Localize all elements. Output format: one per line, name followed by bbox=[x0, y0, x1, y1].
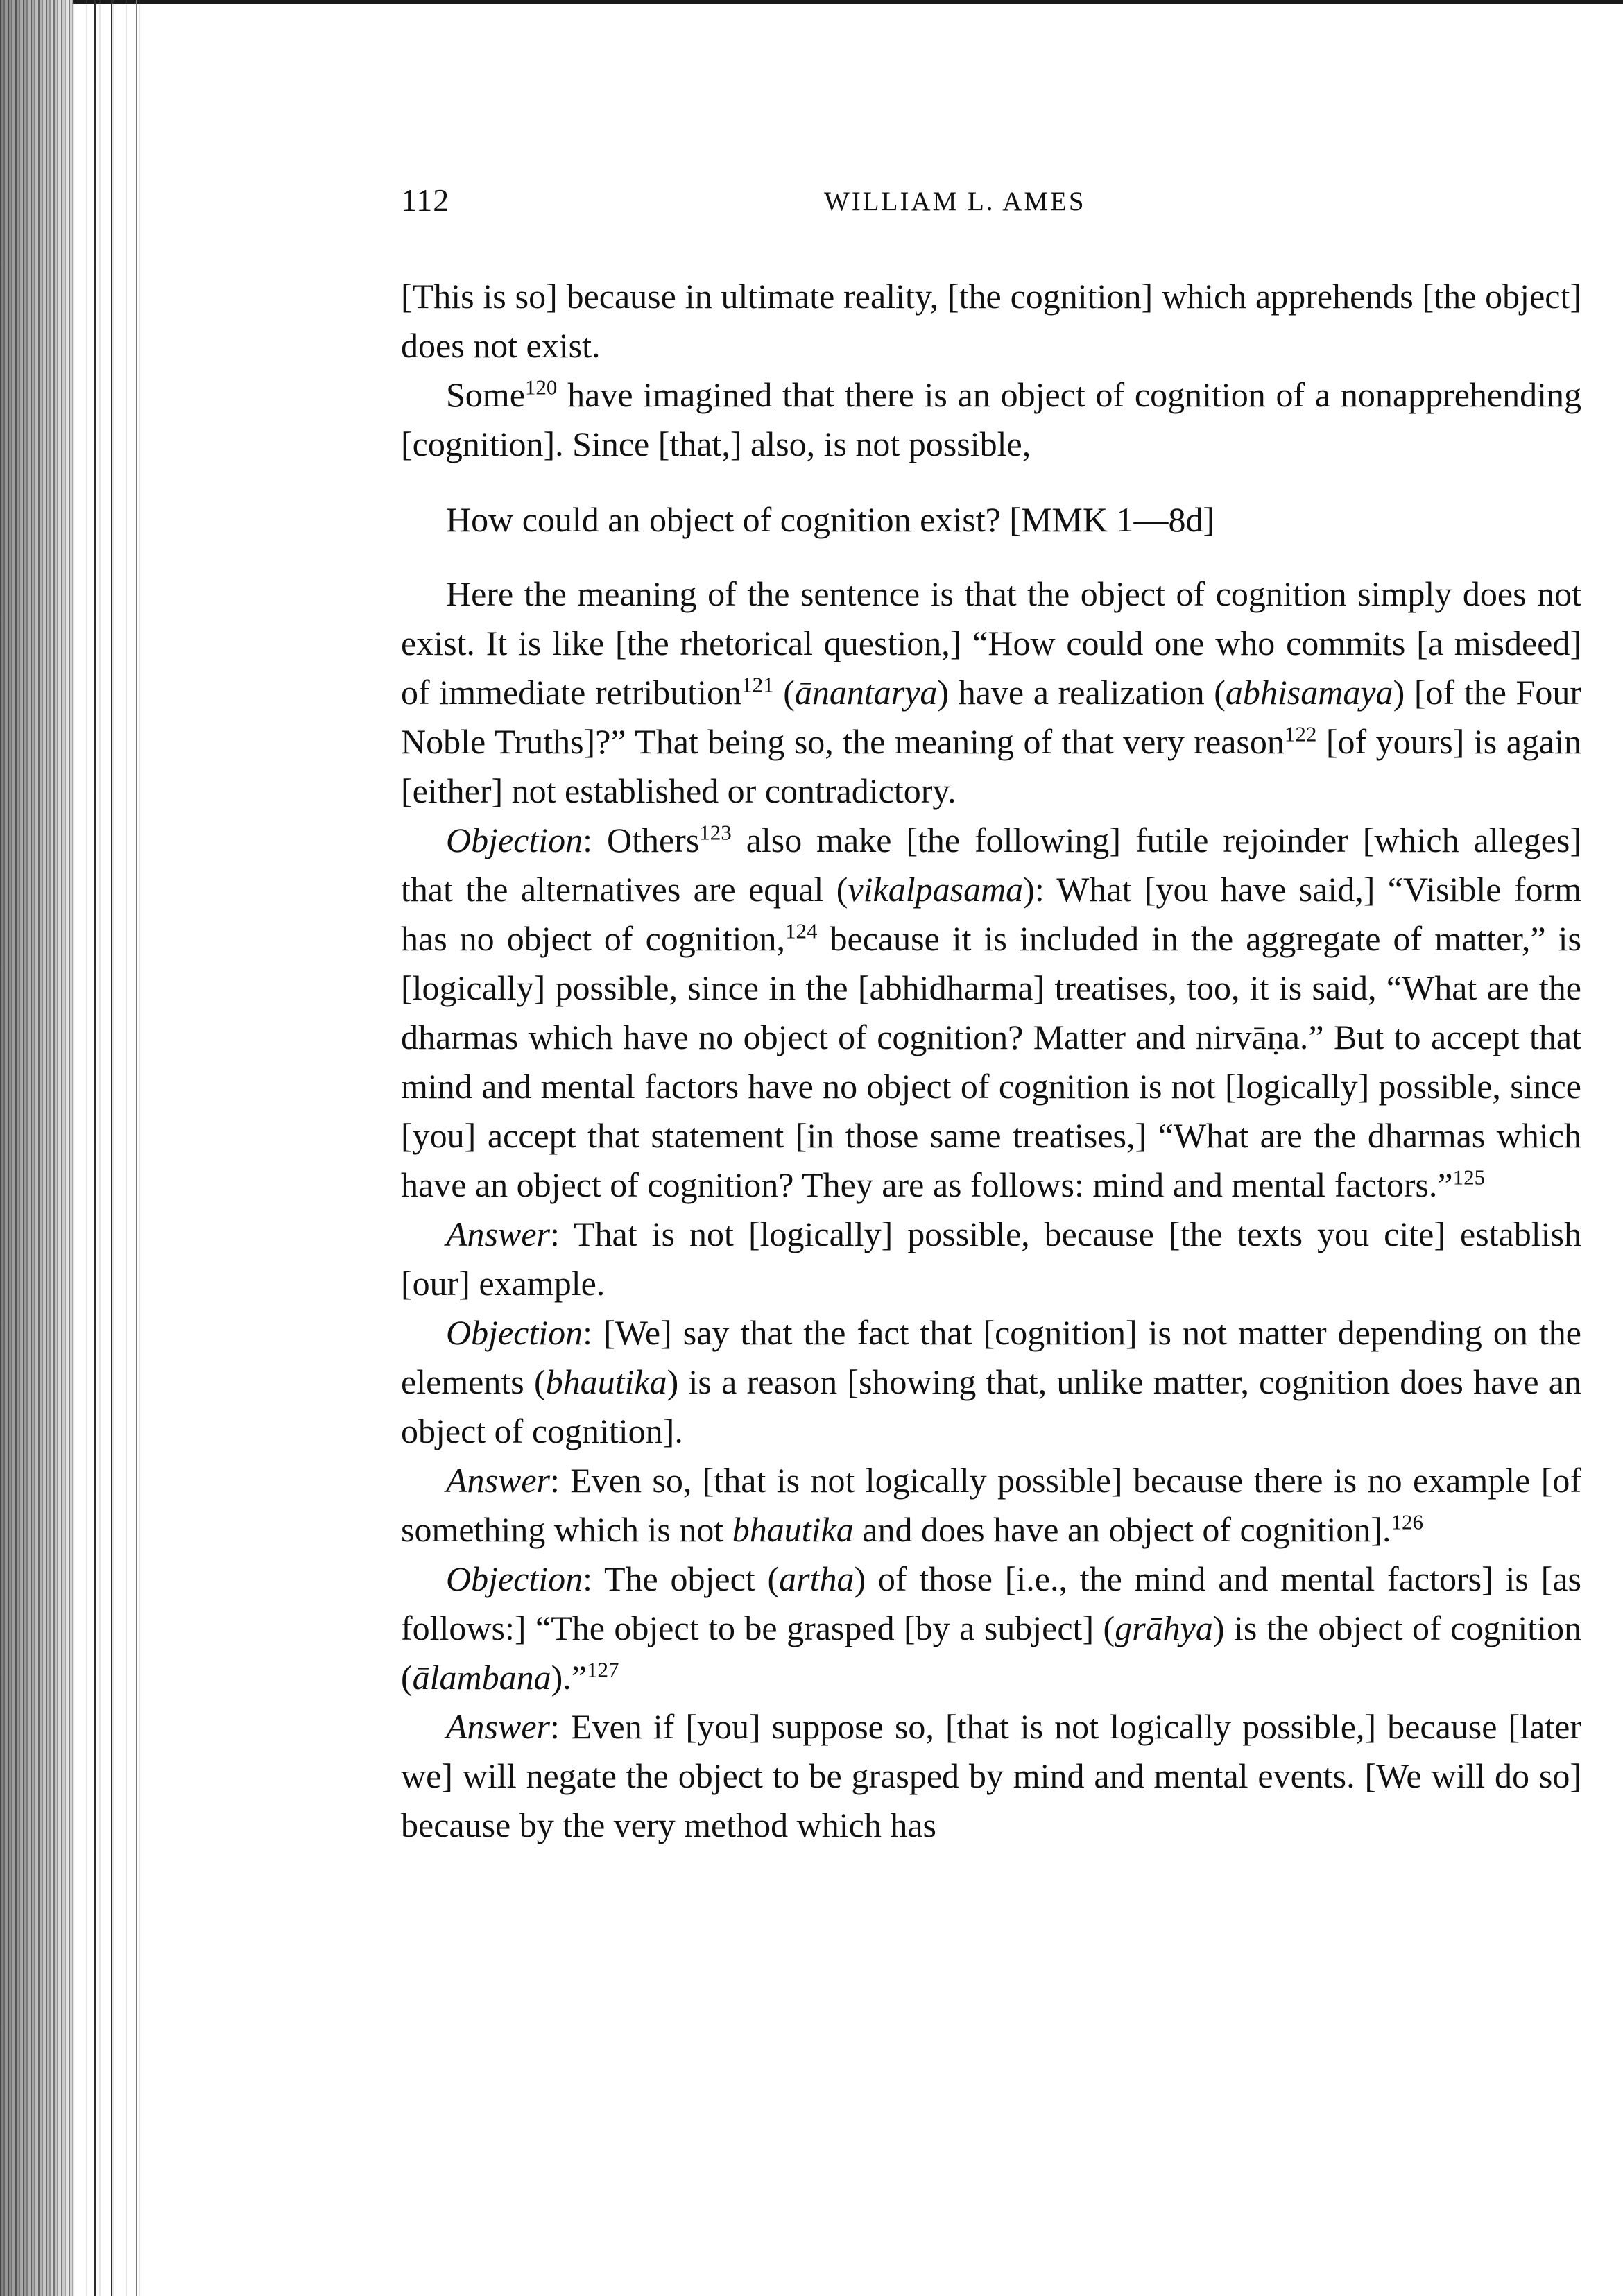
running-head: WILLIAM L. AMES bbox=[824, 187, 1086, 216]
objection-label: Objection bbox=[446, 1313, 583, 1352]
footnote-ref: 121 bbox=[741, 672, 774, 697]
paragraph: Here the meaning of the sentence is that the object of cognition simply does not exist. It is like [the rhetorical question,] “How could one who commits [a misdeed] of immediate retribution$^{121}$ (ānantarya) have a realization (abhisamaya) [of the Four Noble Truths]?” That being so, the meaning of that very reason$^{122}$ [of yours] is again [either] not established or contradictory. bbox=[401, 574, 1582, 810]
binding-line bbox=[94, 0, 96, 2296]
binding-line bbox=[111, 0, 112, 2296]
answer-label: Answer bbox=[446, 1215, 550, 1253]
answer-label: Answer bbox=[446, 1461, 550, 1500]
paragraph: Objection: [We] say that the fact that [cognition] is not matter depending on the elements (bhautika) is a reason [showing that, unlike matter, cognition does have an object of cognition]. bbox=[401, 1313, 1581, 1450]
footnote-ref: 124 bbox=[784, 918, 818, 943]
answer-label: Answer bbox=[446, 1707, 550, 1746]
book-binding-shadow bbox=[0, 0, 73, 2296]
footnote-ref: 122 bbox=[1284, 721, 1317, 746]
paragraph: Objection: Others$^{123}$ also make [the following] futile rejoinder [which alleges] that the alternatives are equal (vikalpasama): What [you have said,] “Visible form has no object of cognition,$^{124}$ because it is included in the aggregate of matter,” is [logically] possible, since in the [abhidharma] treatises, too, it is said, “What are the dharmas which have no object of cognition? Matter and nirvāṇa.” But to accept that mind and mental factors have no object of cognition is not [logically] possible, since [you] accept that statement [in those same treatises,] “What are the dharmas which have an object of cognition? They are as follows: mind and mental factors.”$^{125}$ bbox=[401, 820, 1581, 1204]
footnote-ref: 120 bbox=[524, 375, 558, 400]
scan-top-edge bbox=[0, 0, 1623, 4]
page-header bbox=[401, 182, 1580, 230]
verse-quote: How could an object of cognition exist? [MMK 1—8d] bbox=[446, 500, 1215, 539]
footnote-ref: 126 bbox=[1391, 1509, 1424, 1534]
objection-label: Objection bbox=[446, 1559, 583, 1598]
footnote-ref: 125 bbox=[1452, 1165, 1486, 1190]
body-text bbox=[401, 272, 1581, 1850]
paragraph: Answer: That is not [logically] possible, because [the texts you cite] establish [our] example. bbox=[401, 1215, 1581, 1303]
footnote-ref: 127 bbox=[587, 1657, 619, 1682]
objection-label: Objection bbox=[446, 821, 583, 859]
footnote-ref: 123 bbox=[699, 820, 732, 845]
paragraph: [This is so] because in ultimate reality, [the cognition] which apprehends [the object] does not exist. bbox=[401, 277, 1581, 365]
binding-line bbox=[136, 0, 137, 2296]
page-number: 112 bbox=[401, 182, 450, 218]
book-binding-edge bbox=[73, 0, 142, 2296]
paragraph: Objection: The object (artha) of those [i.e., the mind and mental factors] is [as follows:] “The object to be grasped [by a subject] (grāhya) is the object of cognition (ālambana).”$^{127}$ bbox=[401, 1559, 1581, 1697]
paragraph: Some$^{120}$ have imagined that there is an object of cognition of a nonapprehending [cognition]. Since [that,] also, is not possible, bbox=[401, 375, 1581, 463]
paragraph: Answer: Even if [you] suppose so, [that is not logically possible,] because [later we] will negate the object to be grasped by mind and mental events. [We will do so] because by the very method which has bbox=[401, 1707, 1581, 1844]
paragraph: Answer: Even so, [that is not logically possible] because there is no example [of something which is not bhautika and does have an object of cognition].$^{126}$ bbox=[401, 1461, 1581, 1549]
